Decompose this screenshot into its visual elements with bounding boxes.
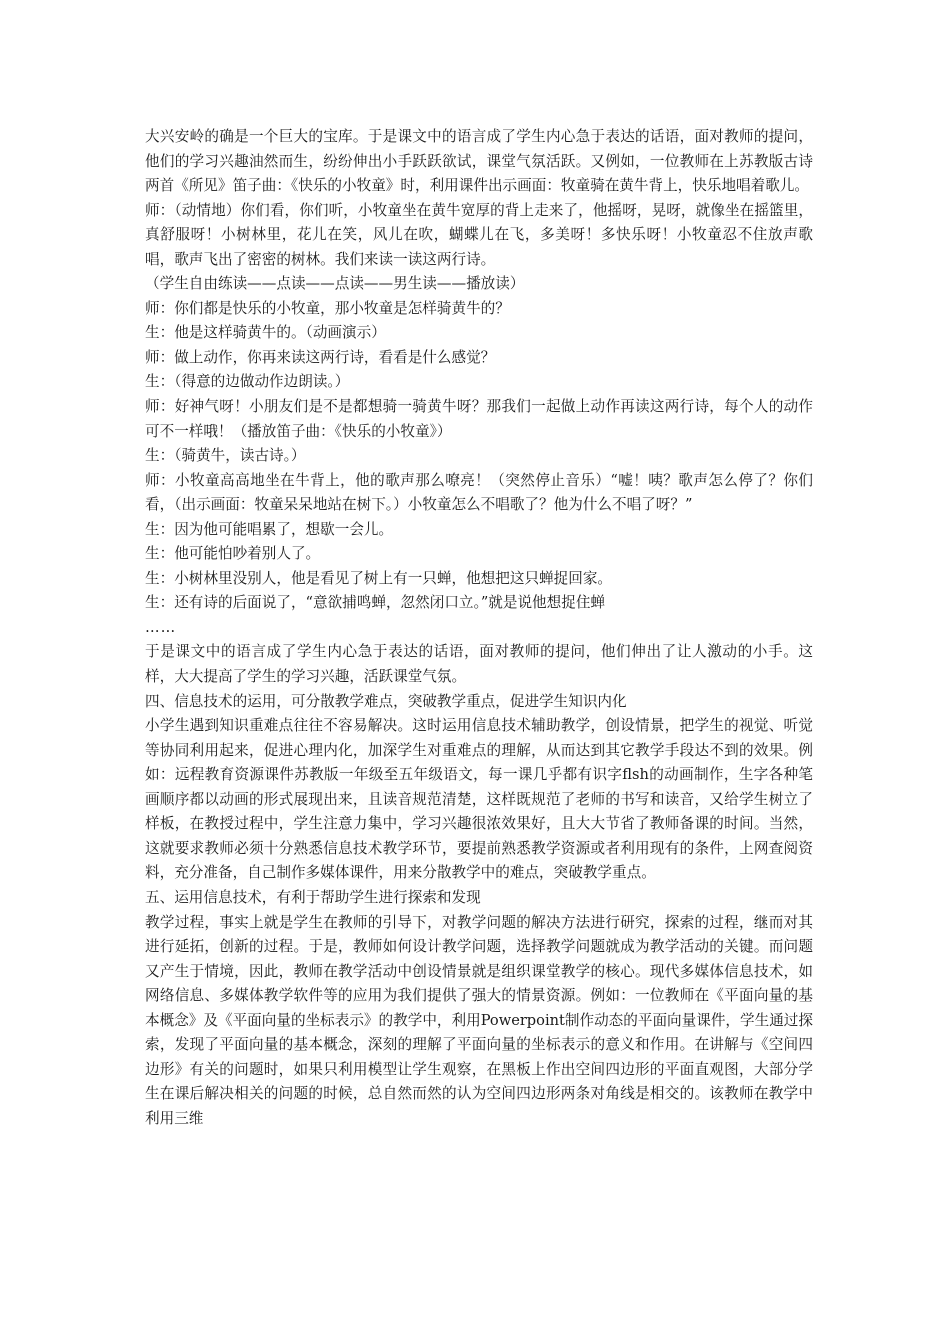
dialogue-line: 生：（得意的边做动作边朗读。） bbox=[145, 373, 350, 391]
dialogue-line: 生：他可能怕吵着别人了。 bbox=[145, 545, 321, 563]
document-body bbox=[145, 125, 813, 1131]
paragraph: 教学过程，事实上就是学生在教师的引导下，对教学问题的解决方法进行研究，探索的过程，继而对其进行延拓，创新的过程。于是，教师如何设计教学问题，选择教学问题就成为教学活动的关键。而问题又产生于情境，因此，教师在教学活动中创设情景就是组织课堂教学的核心。现代多媒体信息技术，如网络信息、多媒体教学软件等的应用为我们提供了强大的情景资源。例如：一位教师在《平面向量的基本概念》及《平面向量的坐标表示》的教学中，利用Powerpoint制作动态的平面向量课件，学生通过探索，发现了平面向量的基本概念，深刻的理解了平面向量的坐标表示的意义和作用。在讲解与《空间四边形》有关的问题时，如果只利用模型让学生观察，在黑板上作出空间四边形的平面直观图，大部分学生在课后解决相关的问题的时候，总自然而然的认为空间四边形两条对角线是相交的。该教师在教学中利用三维 bbox=[145, 913, 813, 1127]
paragraph: 小学生遇到知识重难点往往不容易解决。这时运用信息技术辅助教学，创设情景，把学生的视觉、听觉等协同利用起来，促进心理内化，加深学生对重难点的理解，从而达到其它教学手段达不到的效果。例如：远程教育资源课件苏教版一年级至五年级语文，每一课几乎都有识字flsh的动画制作，生字各种笔画顺序都以动画的形式展现出来，且读音规范清楚，这样既规范了老师的书写和读音，又给学生树立了样板，在教授过程中，学生注意力集中，学习兴趣很浓效果好，且大大节省了教师备课的时间。当然，这就要求教师必须十分熟悉信息技术教学环节，要提前熟悉教学资源或者利用现有的条件，上网查阅资料，充分准备，自己制作多媒体课件，用来分散教学中的难点，突破教学重点。 bbox=[145, 717, 813, 882]
dialogue-line: 生：他是这样骑黄牛的。（动画演示） bbox=[145, 324, 386, 342]
stage-note: （学生自由练读——点读——点读——男生读——播放读） bbox=[145, 275, 525, 293]
dialogue-line: 生：小树林里没别人，他是看见了树上有一只蝉，他想把这只蝉捉回家。 bbox=[145, 569, 613, 587]
section-heading: 四、信息技术的运用，可分散教学难点，突破教学重点，促进学生知识内化 bbox=[145, 692, 627, 710]
dialogue-line: 师：小牧童高高地坐在牛背上，他的歌声那么嘹亮！（突然停止音乐）“嘘！咦？歌声怎么停了？你们看，（出示画面：牧童呆呆地站在树下。）小牧童怎么不唱歌了？他为什么不唱了呀？” bbox=[145, 471, 813, 514]
dialogue-line: 师：（动情地）你们看，你们听，小牧童坐在黄牛宽厚的背上走来了，他摇呀，晃呀，就像坐在摇篮里，真舒服呀！小树林里，花儿在笑，风儿在吹，蝴蝶儿在飞，多美呀！多快乐呀！小牧童忍不住放声歌唱，歌声飞出了密密的树林。我们来读一读这两行诗。 bbox=[145, 201, 813, 268]
dialogue-line: 师：你们都是快乐的小牧童，那小牧童是怎样骑黄牛的？ bbox=[145, 299, 510, 317]
ellipsis: …… bbox=[145, 618, 177, 636]
paragraph: 大兴安岭的确是一个巨大的宝库。于是课文中的语言成了学生内心急于表达的话语，面对教师的提问，他们的学习兴趣油然而生，纷纷伸出小手跃跃欲试，课堂气氛活跃。又例如，一位教师在上苏教版古诗两首《所见》笛子曲：《快乐的小牧童》时，利用课件出示画面：牧童骑在黄牛背上，快乐地唱着歌儿。 bbox=[145, 128, 813, 195]
dialogue-line: 师：好神气呀！小朋友们是不是都想骑一骑黄牛呀？那我们一起做上动作再读这两行诗，每个人的动作可不一样哦！（播放笛子曲：《快乐的小牧童》） bbox=[145, 398, 813, 440]
dialogue-line: 师：做上动作，你再来读这两行诗，看看是什么感觉？ bbox=[145, 348, 496, 366]
dialogue-line: 生：还有诗的后面说了，“意欲捕鸣蝉，忽然闭口立。”就是说他想捉住蝉 bbox=[145, 594, 606, 612]
paragraph: 于是课文中的语言成了学生内心急于表达的话语，面对教师的提问，他们伸出了让人激动的小手。这样，大大提高了学生的学习兴趣，活跃课堂气氛。 bbox=[145, 643, 813, 686]
section-heading: 五、运用信息技术，有利于帮助学生进行探索和发现 bbox=[145, 888, 481, 906]
dialogue-line: 生：因为他可能唱累了，想歇一会儿。 bbox=[145, 520, 394, 538]
dialogue-line: 生：（骑黄牛，读古诗。） bbox=[145, 447, 306, 465]
